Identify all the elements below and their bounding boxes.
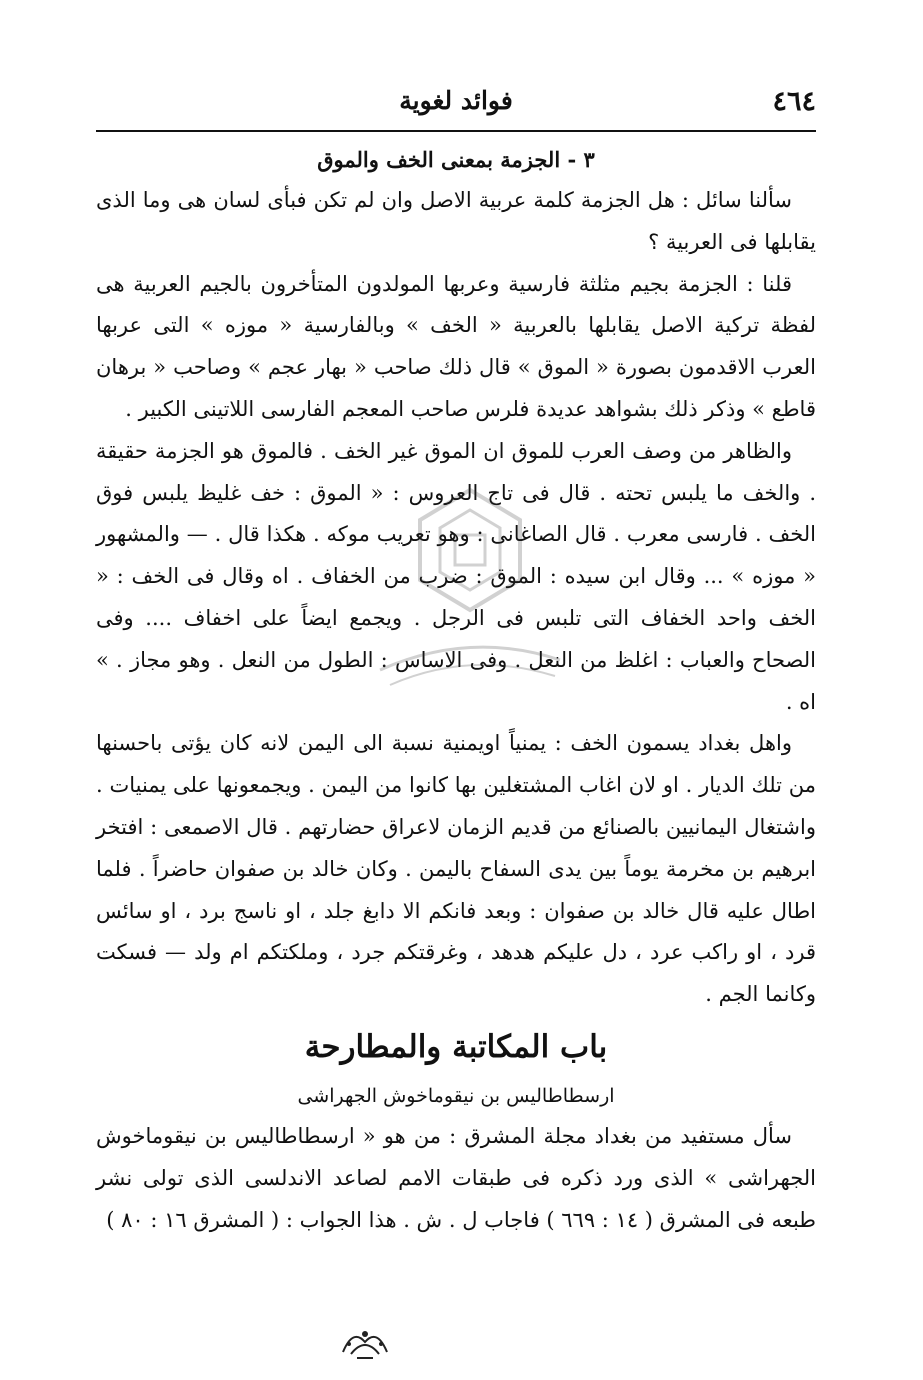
page-number: ٤٦٤: [772, 86, 816, 117]
paragraph-baghdad: واهل بغداد يسمون الخف : يمنياً اويمنية نسبة الى اليمن لانه كان يؤتى باحسنها من تلك الديار . او لان اغاب المشتغلين بها كانوا من اليمن . ويجمعونها على يمنيات . واشتغال اليمانيين بالصنائع من قديم الزمان لاعراق حضارتهم . قال الاصمعى : افتخر ابرهيم بن مخرمة يوماً بين يدى السفاح باليمن . وكان خالد بن صفوان حاضراً . فلما اطال عليه قال خالد بن صفوان : وبعد فانكم الا دابغ جلد ، او ناسج برد ، او سائس قرد ، او راكب عرد ، دل عليكم هدهد ، وغرقتكم جرد ، وملكتكم ام ولد — فسكت وكانما الجم .: [96, 731, 816, 1007]
page-body: [96, 140, 816, 1241]
chapter-heading: باب المكاتبة والمطارحة: [304, 1028, 608, 1065]
running-title: فوائد لغوية: [399, 86, 513, 115]
paragraph-question: سألنا سائل : هل الجزمة كلمة عربية الاصل وان لم تكن فبأى لسان هى وما الذى يقابلها فى العربية ؟: [96, 188, 816, 254]
page-header: [96, 86, 816, 130]
section-subtitle: ارسطاطاليس بن نيقوماخوش الجهراشى: [297, 1084, 615, 1107]
paragraph-answer: قلنا : الجزمة بجيم مثلثة فارسية وعربها المولدون المتأخرون بالجيم العربية هى لفظة تركية الاصل يقابلها بالعربية « الخف » وبالفارسية « موزه » التى عربها العرب الاقدمون بصورة « الموق » قال ذلك صاحب « بهار عجم » وصاحب « برهان قاطع » وذكر ذلك بشواهد عديدة فلرس صاحب المعجم الفارسى اللاتينى الكبير .: [96, 271, 816, 421]
header-rule: [96, 130, 816, 132]
paragraph-muq: والظاهر من وصف العرب للموق ان الموق غير الخف . فالموق هو الجزمة حقيقة . والخف ما يلبس تحته . قال فى تاج العروس : « الموق : خف غليظ يلبس فوق الخف . فارسى معرب . قال الصاغانى : وهو تعريب موكه . هكذا قال . — والمشهور « موزه » ... وقال ابن سيده : الموق : ضرب من الخفاف . اه وقال فى الخف : « الخف واحد الخفاف التى تلبس فى الرجل . ويجمع ايضاً على اخفاف .... وفى الصحاح والعباب : اغلظ من النعل . وفى الاساس : الطول من النعل . وهو مجاز . » اه .: [96, 438, 816, 714]
paragraph-aristotle: سأل مستفيد من بغداد مجلة المشرق : من هو « ارسطاطاليس بن نيقوماخوش الجهراشى » الذى ورد ذكره فى طبقات الامم لصاعد الاندلسى الذى تولى نشر طبعه فى المشرق ( ١٤ : ٦٦٩ ) فاجاب ل . ش . هذا الجواب : ( المشرق ١٦ : ٨٠ ): [96, 1123, 816, 1232]
section-title-jazma: ٣ - الجزمة بمعنى الخف والموق: [317, 147, 595, 172]
page-footer-ornament-icon: [335, 1322, 395, 1362]
